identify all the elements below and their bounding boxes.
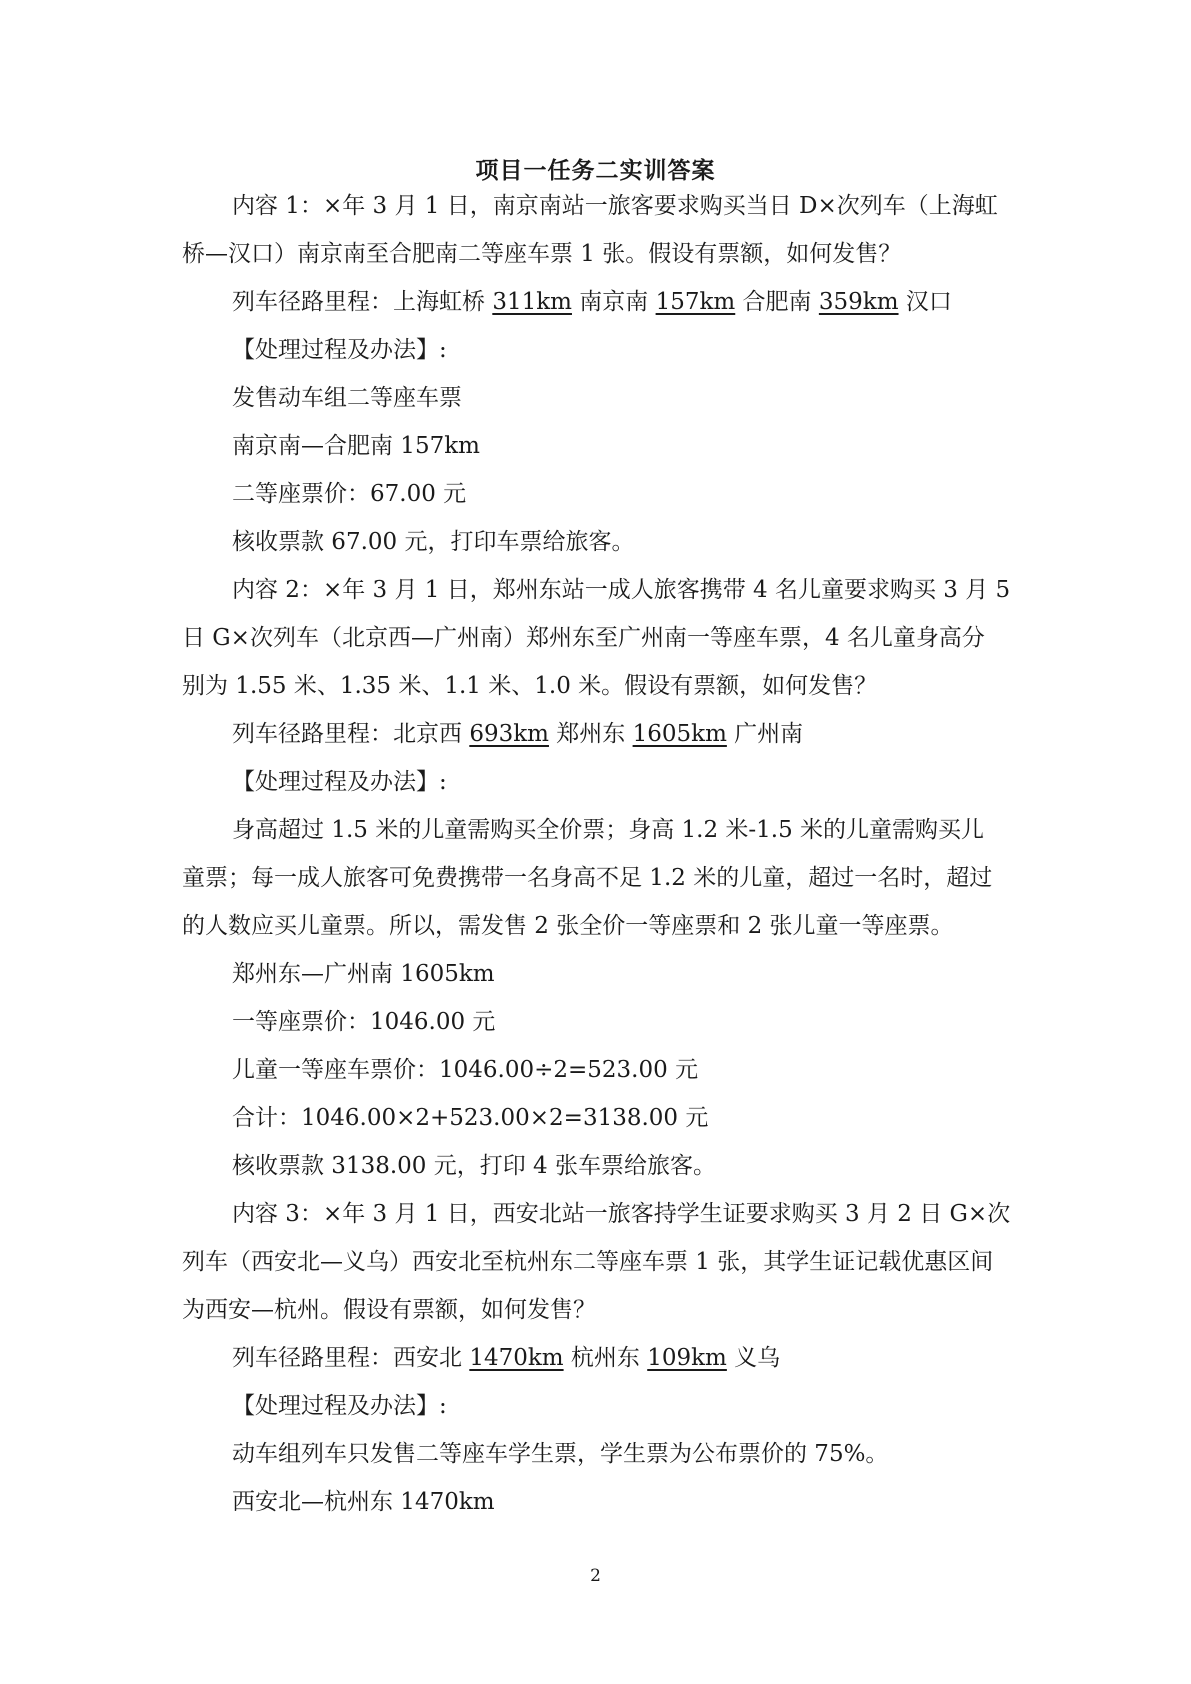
content2-answer-1: 郑州东—广州南 1605km [232,961,495,987]
content3-line3: 为西安—杭州。假设有票额，如何发售？ [182,1297,596,1323]
route-distance: 157km [655,289,736,315]
route-station: 郑州东 [548,721,633,747]
content2-body-3: 的人数应买儿童票。所以，需发售 2 张全价一等座票和 2 张儿童一等座票。 [182,913,954,939]
content2-line2: 日 G×次列车（北京西—广州南）郑州东至广州南一等座车票，4 名儿童身高分 [182,625,985,651]
route-station: 南京南 [571,289,656,315]
content1-line1: 内容 1：×年 3 月 1 日，南京南站一旅客要求购买当日 D×次列车（上海虹 [232,193,998,219]
content1-route [232,278,1012,326]
content2-method-heading: 【处理过程及办法】: [232,769,447,795]
content2-answer-3: 儿童一等座车票价：1046.00÷2=523.00 元 [232,1057,699,1083]
route-distance: 1605km [632,721,727,747]
page-number: 2 [590,1566,601,1586]
route-station: 合肥南 [735,289,819,315]
content1-answer-4: 核收票款 67.00 元，打印车票给旅客。 [232,529,635,555]
route-prefix: 列车径路里程：西安北 [232,1345,470,1371]
content1-method-heading: 【处理过程及办法】: [232,337,447,363]
content3-answer-1: 动车组列车只发售二等座车学生票，学生票为公布票价的 75%。 [232,1441,889,1467]
content3-answer-2: 西安北—杭州东 1470km [232,1489,495,1515]
content2-answer-4: 合计：1046.00×2+523.00×2=3138.00 元 [232,1105,709,1131]
route-prefix: 列车径路里程：上海虹桥 [232,289,493,315]
route-station: 汉口 [898,289,952,315]
content1-answer-2: 南京南—合肥南 157km [232,433,480,459]
route-distance: 359km [818,289,899,315]
content2-body-1: 身高超过 1.5 米的儿童需购买全价票；身高 1.2 米-1.5 米的儿童需购买儿 [232,817,985,843]
route-station: 义乌 [726,1345,781,1371]
route-distance: 311km [492,289,572,315]
route-distance: 1470km [469,1345,564,1371]
content2-body-2: 童票；每一成人旅客可免费携带一名身高不足 1.2 米的儿童，超过一名时，超过 [182,865,993,891]
content3-line1: 内容 3：×年 3 月 1 日，西安北站一旅客持学生证要求购买 3 月 2 日 G×次 [232,1201,1011,1227]
content1-line2: 桥—汉口）南京南至合肥南二等座车票 1 张。假设有票额，如何发售？ [182,241,902,267]
route-distance: 109km [647,1345,727,1371]
content3-route [232,1334,1012,1382]
route-prefix: 列车径路里程：北京西 [232,721,470,747]
route-station: 广州南 [726,721,804,747]
content3-line2: 列车（西安北—义乌）西安北至杭州东二等座车票 1 张，其学生证记载优惠区间 [182,1249,994,1275]
content2-answer-5: 核收票款 3138.00 元，打印 4 张车票给旅客。 [232,1153,716,1179]
content1-answer-3: 二等座票价：67.00 元 [232,481,467,507]
content2-answer-2: 一等座票价：1046.00 元 [232,1009,496,1035]
document-title: 项目一任务二实训答案 [475,157,716,184]
content2-route [232,710,1012,758]
content1-answer-1: 发售动车组二等座车票 [232,385,462,411]
content2-line3: 别为 1.55 米、1.35 米、1.1 米、1.0 米。假设有票额，如何发售？ [182,673,878,699]
route-station: 杭州东 [563,1345,648,1371]
content3-method-heading: 【处理过程及办法】: [232,1393,447,1419]
content2-line1: 内容 2：×年 3 月 1 日，郑州东站一成人旅客携带 4 名儿童要求购买 3 月 5 [232,577,1011,603]
route-distance: 693km [469,721,549,747]
